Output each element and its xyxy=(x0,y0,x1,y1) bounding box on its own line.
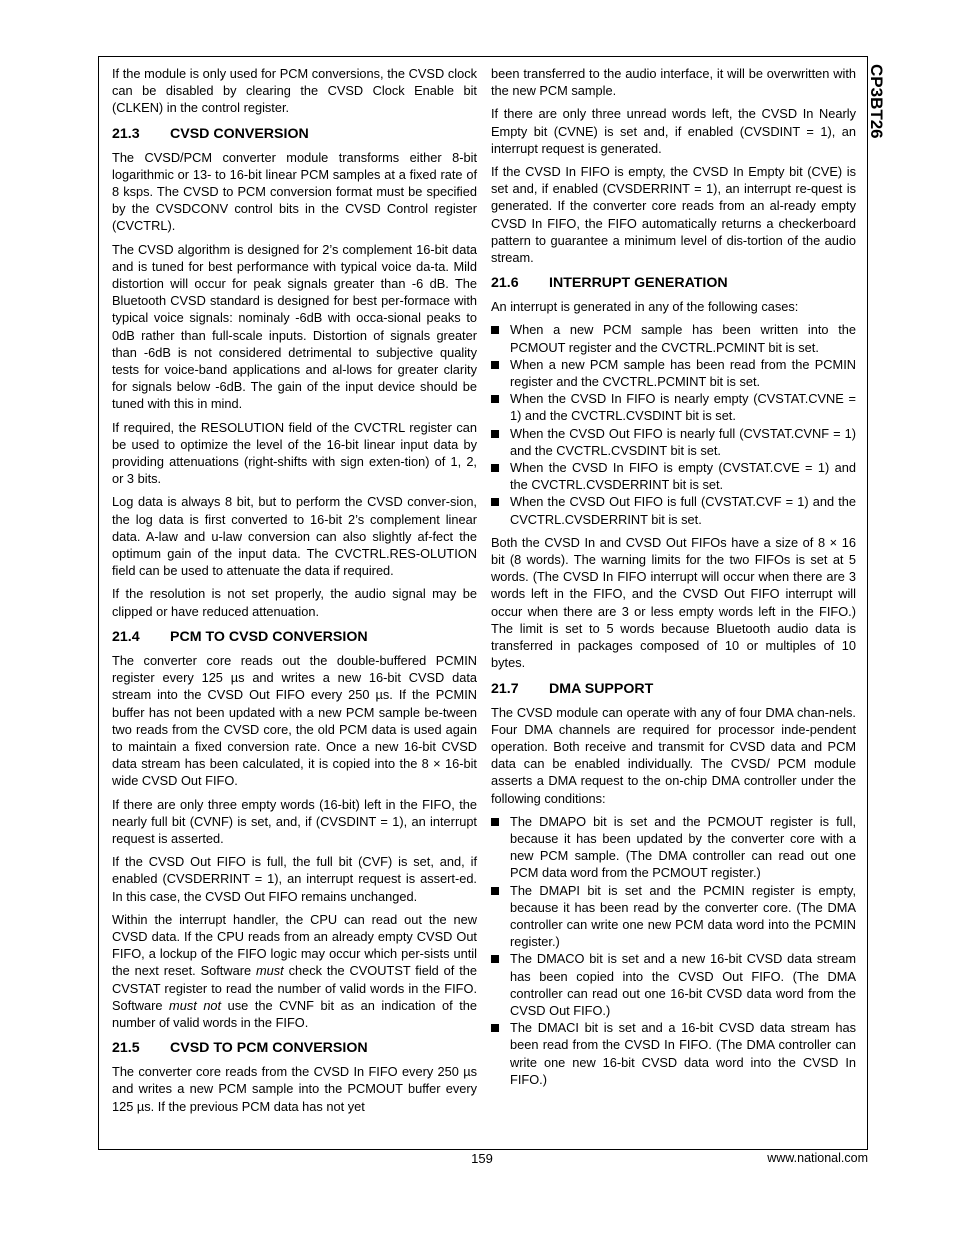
text-run: Within the interrupt handler, the CPU can read out the new CVSD data. If the CPU reads from an already empty CVSD Out FIFO, a lockup of the FIFO logic may occur which per-sists until the next reset. Software xyxy=(112,911,477,979)
text-run: use the CVNF bit as an indication of the number of valid words in the FIFO. xyxy=(112,997,477,1030)
paragraph: An interrupt is generated in any of the following cases: xyxy=(491,299,799,315)
list-item-text: The DMAPI bit is set and the PCMIN register is empty, because it has been read by the converter core. (The DMA controller can write one new PCM data word into the PCMIN register.) xyxy=(510,882,856,950)
paragraph: If the CVSD Out FIFO is full, the full bit (CVF) is set, and, if enabled (CVSDERRINT = 1), an interrupt request is assert-ed. In this case, the CVSD Out FIFO remains unchanged. xyxy=(112,854,477,904)
list-item-text: The DMACI bit is set and a 16-bit CVSD data stream has been read from the CVSD In FIFO. (The DMA controller can write one new 16-bit CVSD data word into the CVSD In FIFO.) xyxy=(510,1020,856,1087)
list-item xyxy=(491,390,856,424)
section-title: INTERRUPT GENERATION xyxy=(549,275,728,292)
square-bullet-icon xyxy=(491,326,499,334)
emphasis: must not xyxy=(169,997,222,1013)
list-item xyxy=(491,882,856,951)
paragraph: Both the CVSD In and CVSD Out FIFOs have a size of 8 × 16 bit (8 words). The warning limits for the two FIFOs is set at 5 words. (The CVSD In FIFO interrupt will occur when there are 3 words left in the FIFO, and the CVSD Out FIFO interrupt will occur when there are 3 or less empty words left in the FIFO.) The limit is set to 5 words because Bluetooth audio data is transferred in packages composed of 10 or multiples of 10 bytes. xyxy=(491,534,856,671)
list-item-text: When the CVSD In FIFO is empty (CVSTAT.CVE = 1) and the CVCTRL.CVSDERRINT bit is set. xyxy=(510,460,856,493)
list-item-text: When the CVSD Out FIFO is full (CVSTAT.CVF = 1) and the CVCTRL.CVSDERRINT bit is set. xyxy=(510,494,856,527)
paragraph: If the module is only used for PCM conversions, the CVSD clock can be disabled by clearing the CVSD Clock Enable bit (CLKEN) in the control register. xyxy=(112,66,477,116)
list-item-text: When a new PCM sample has been read from the PCMIN register and the CVCTRL.PCMINT bit is set. xyxy=(510,356,856,390)
paragraph: If the CVSD In FIFO is empty, the CVSD In Empty bit (CVE) is set and, if enabled (CVSDERRINT = 1), an interrupt re-quest is generated. If the converter core reads from an al-ready empty CVSD In FIFO, the FIFO automatically returns a checkerboard pattern to guarantee a minimum level of dis-tortion of the audio stream. xyxy=(491,164,856,266)
paragraph: The CVSD/PCM converter module transforms either 8-bit logarithmic or 13- to 16-bit linear PCM samples at a fixed rate of 8 ksps. The CVSD to PCM conversion format must be specified by the CVSDCONV control bits in the CVSD Control register (CVCTRL). xyxy=(112,149,477,234)
paragraph: If required, the RESOLUTION field of the CVCTRL register can be used to optimize the level of the 16-bit linear input data by providing attenuations (right-shifts with sign exten-tion) of 1, 2, or 3 bits. xyxy=(112,419,477,487)
section-number: 21.5 xyxy=(112,1040,140,1057)
list-item xyxy=(491,1019,856,1088)
section-number: 21.4 xyxy=(112,628,140,645)
list-item xyxy=(491,356,856,390)
section-heading-21-4 xyxy=(112,628,477,646)
paragraph: If there are only three unread words left, the CVSD In Nearly Empty bit (CVNE) is set and, if enabled (CVSDINT = 1), an interrupt request is generated. xyxy=(491,106,856,156)
section-number: 21.7 xyxy=(491,680,519,697)
paragraph: The CVSD module can operate with any of four DMA chan-nels. Four DMA channels are required for processor inde-pendent operation. Both receive and transmit for CVSD data and PCM data can be enabled individually. The CVSD/ PCM module asserts a DMA request to the on-chip DMA controller under the following conditions: xyxy=(491,704,856,806)
list-item xyxy=(491,813,856,882)
left-column xyxy=(112,65,477,1121)
paragraph: The converter core reads out the double-buffered PCMIN register every 125 µs and writes a new 16-bit CVSD data stream into the CVSD Out FIFO every 250 µs. If the PCMIN buffer has not been updated with a new PCM sample be-tween two reads from the CVSD core, the old PCM data is used again to maintain a fixed conversion rate. Once a new 16-bit CVSD data stream has been calculated, it is copied into the 8 × 16-bit wide CVSD Out FIFO. xyxy=(112,652,477,789)
list-item-text: The DMAPO bit is set and the PCMOUT register is full, because it has been updated by the converter core with a new PCM sample. (The DMA controller can read out one PCM data word from the PCMOUT register.) xyxy=(510,813,856,881)
list-item-text: When the CVSD In FIFO is nearly empty (CVSTAT.CVNE = 1) and the CVCTRL.CVSDINT bit is set. xyxy=(510,391,856,424)
paragraph: Log data is always 8 bit, but to perform the CVSD conver-sion, the log data is first converted to 16-bit 2’s complement linear data. A-law and u-law conversion can also slightly af-fect the optimum gain of the input data. The CVCTRL.RES-OLUTION field can be used to attenuate the data if required. xyxy=(112,494,477,579)
section-title: CVSD TO PCM CONVERSION xyxy=(170,1040,368,1057)
dma-condition-list xyxy=(491,813,856,1088)
emphasis: must xyxy=(255,963,284,979)
section-heading-21-7 xyxy=(491,680,856,698)
square-bullet-icon xyxy=(491,498,499,506)
square-bullet-icon xyxy=(491,955,499,963)
list-item xyxy=(491,459,856,493)
section-title: CVSD CONVERSION xyxy=(170,125,309,142)
list-item xyxy=(491,950,856,1019)
list-item-text: The DMACO bit is set and a new 16-bit CVSD data stream has been copied into the CVSD Out FIFO. (The DMA controller can read out one 16-bit CVSD data word from the CVSD Out FIFO.) xyxy=(510,951,856,1018)
section-title: DMA SUPPORT xyxy=(549,680,654,697)
section-number: 21.6 xyxy=(491,275,519,292)
square-bullet-icon xyxy=(491,464,499,472)
list-item xyxy=(491,493,856,527)
list-item-text: When a new PCM sample has been written into the PCMOUT register and the CVCTRL.PCMINT bit is set. xyxy=(510,322,856,355)
section-heading-21-5 xyxy=(112,1039,477,1057)
square-bullet-icon xyxy=(491,361,499,369)
section-heading-21-3 xyxy=(112,125,477,143)
square-bullet-icon xyxy=(491,887,499,895)
square-bullet-icon xyxy=(491,818,499,826)
paragraph: The converter core reads from the CVSD In FIFO every 250 µs and writes a new PCM sample into the PCMOUT buffer every 125 µs. If the previous PCM data has not yet xyxy=(112,1064,477,1114)
section-heading-21-6 xyxy=(491,274,856,292)
side-title xyxy=(864,64,904,184)
paragraph xyxy=(112,911,477,1031)
section-number: 21.3 xyxy=(112,125,140,142)
list-item xyxy=(491,425,856,459)
paragraph: The CVSD algorithm is designed for 2’s complement 16-bit data and is tuned for best performance with typical voice da-ta. Mild distortion will occur for peak signals greater than -6 dB. The Bluetooth CVSD standard is designed for best per-formace with typical voice signals: nominaly -6dB with occa-sional peaks to 0dB rather than full-scale inputs. Distortion of signals greater than -6dB is not considered detrimental to subjective quality tests for voice-band applications and al-lows for greater clarity for signals below -6dB. The gain of the input device should be tuned with this in mind. xyxy=(112,241,477,412)
paragraph: If there are only three empty words (16-bit) left in the FIFO, the nearly full bit (CVNF) is set, and, if (CVSDINT = 1), an interrupt request is asserted. xyxy=(112,796,477,846)
right-column xyxy=(491,65,856,1094)
paragraph: If the resolution is not set properly, the audio signal may be clipped or have reduced attenuation. xyxy=(112,586,477,619)
square-bullet-icon xyxy=(491,395,499,403)
section-title: PCM TO CVSD CONVERSION xyxy=(170,628,368,645)
page-number: 159 xyxy=(471,1151,493,1166)
side-title-text: CP3BT26 xyxy=(867,64,886,139)
paragraph: been transferred to the audio interface, it will be overwritten with the new PCM sample. xyxy=(491,66,856,99)
text-run: check the CVOUTST field of the CVSTAT register to read the number of valid words in the FIFO. Software xyxy=(112,963,477,1013)
list-item xyxy=(491,321,856,355)
interrupt-case-list xyxy=(491,321,856,527)
square-bullet-icon xyxy=(491,430,499,438)
footer-url: www.national.com xyxy=(767,1151,868,1165)
list-item-text: When the CVSD Out FIFO is nearly full (CVSTAT.CVNF = 1) and the CVCTRL.CVSDINT bit is set. xyxy=(510,425,856,458)
square-bullet-icon xyxy=(491,1024,499,1032)
